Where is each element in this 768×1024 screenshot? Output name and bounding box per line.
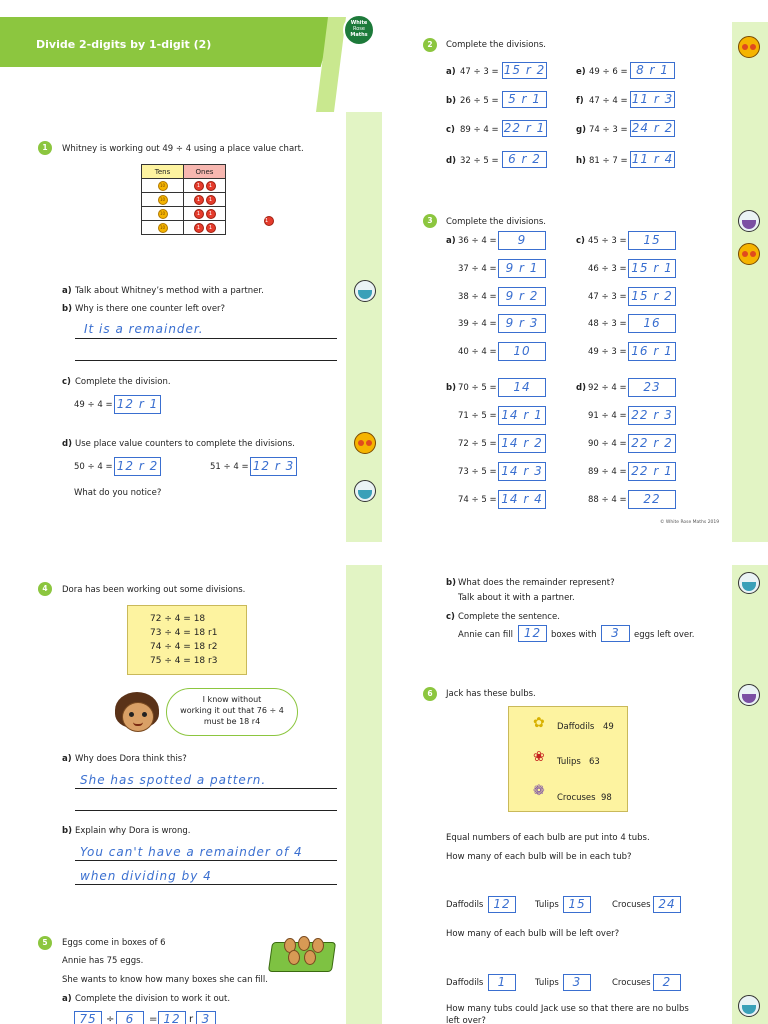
q1-part-a: Talk about Whitney’s method with a partner.	[75, 286, 264, 296]
q5-c-sentence-3: eggs left over.	[634, 630, 695, 640]
bulb-count-crocuses: 98	[601, 793, 612, 803]
q3-b-answer[interactable]: 14 r 3	[498, 462, 546, 481]
q6-intro: Jack has these bulbs.	[446, 689, 536, 699]
q6-each-answer-daffodils[interactable]: 12	[488, 896, 516, 913]
teal-cup-icon	[738, 995, 760, 1017]
logo-word-1: White	[350, 20, 368, 26]
writing-line	[75, 788, 337, 789]
q2-answer-h[interactable]: 11 r 4	[631, 152, 674, 166]
bulb-count-daffodils: 49	[603, 722, 614, 732]
q4-label-b: b)	[62, 826, 72, 836]
q6-question-b: How many of each bulb will be in each tub?	[446, 852, 632, 862]
q3-a-expr: 37 ÷ 4 =	[458, 264, 497, 274]
q2-expr-h: 81 ÷ 7 =	[589, 156, 628, 166]
q3-d-expr: 90 ÷ 4 =	[588, 439, 627, 449]
q3-c-expr: 46 ÷ 3 =	[588, 264, 627, 274]
q3-c-answer[interactable]: 16 r 1	[628, 342, 676, 361]
ones-counter: 1	[206, 223, 216, 233]
q3-a-expr: 38 ÷ 4 =	[458, 292, 497, 302]
q3-label-c: c)	[576, 236, 585, 246]
bulb-name-crocuses: Crocuses	[557, 793, 596, 803]
q5-line-1: Eggs come in boxes of 6	[62, 938, 166, 948]
logo-word-3: Maths	[350, 32, 368, 38]
q5-part-c: Complete the sentence.	[458, 612, 560, 622]
teal-cup-icon	[354, 480, 376, 502]
page-title: Divide 2-digits by 1-digit (2)	[36, 38, 212, 51]
q2-label-c: c)	[446, 125, 455, 135]
ones-counter: 1	[194, 209, 204, 219]
q1-label-b: b)	[62, 304, 72, 314]
bulb-count-tulips: 63	[589, 757, 600, 767]
q6-each-label-daffodils: Daffodils	[446, 900, 484, 910]
q3-c-answer[interactable]: 15 r 1	[628, 259, 676, 278]
q1-part-c: Complete the division.	[75, 377, 171, 387]
chart-header-ones: Ones	[184, 165, 226, 179]
q5-c-eggs-answer[interactable]: 3	[601, 625, 630, 642]
tens-counter: 10	[158, 195, 168, 205]
q3-a-expr: 39 ÷ 4 =	[458, 319, 497, 329]
q1-label-c: c)	[62, 377, 71, 387]
q2-label-b: b)	[446, 96, 456, 106]
q2-answer-f[interactable]: 11 r 3	[631, 92, 674, 106]
q2-label-f: f)	[576, 96, 584, 106]
card-line: 73 ÷ 4 = 18 r1	[150, 628, 218, 638]
bulb-name-daffodils: Daffodils	[557, 722, 595, 732]
q5-a-equals-sign: =	[149, 1014, 158, 1024]
writing-line	[75, 360, 337, 361]
q3-c-answer[interactable]: 16	[628, 314, 676, 333]
tulip-icon: ❀	[533, 749, 545, 765]
q3-c-answer[interactable]: 15	[628, 231, 676, 250]
q5-a-quotient-box[interactable]: 12	[158, 1011, 186, 1024]
q4-b-answer-line-2[interactable]: when dividing by 4	[80, 869, 212, 883]
purple-cup-icon	[738, 210, 760, 232]
card-line: 75 ÷ 4 = 18 r3	[150, 656, 218, 666]
q5-c-boxes-answer[interactable]: 12	[518, 625, 547, 642]
dora-avatar	[112, 692, 162, 736]
q5-c-sentence-2: boxes with	[551, 630, 597, 640]
q3-b-expr: 72 ÷ 5 =	[458, 439, 497, 449]
q2-expr-c: 89 ÷ 4 =	[460, 125, 499, 135]
q1-label-a: a)	[62, 286, 72, 296]
q3-a-answer[interactable]: 9	[498, 231, 546, 250]
q3-b-answer[interactable]: 14 r 1	[498, 406, 546, 425]
q3-c-answer[interactable]: 15 r 2	[628, 287, 676, 306]
q5-a-remainder-sign: r	[189, 1014, 194, 1024]
q4-part-a: Why does Dora think this?	[75, 754, 187, 764]
q3-c-expr: 49 ÷ 3 =	[588, 347, 627, 357]
q1-label-d: d)	[62, 439, 72, 449]
q4-part-b: Explain why Dora is wrong.	[75, 826, 191, 836]
question-number-3: 3	[423, 214, 437, 228]
q2-expr-a: 47 ÷ 3 =	[460, 67, 499, 77]
q3-a-answer[interactable]: 9 r 3	[498, 314, 546, 333]
q2-expr-f: 47 ÷ 4 =	[589, 96, 628, 106]
question-number-1: 1	[38, 141, 52, 155]
tens-counter: 10	[158, 223, 168, 233]
q3-a-answer[interactable]: 10	[498, 342, 546, 361]
speech-bubble	[166, 688, 298, 736]
q2-answer-b[interactable]: 5 r 1	[502, 91, 547, 108]
q3-d-expr: 91 ÷ 4 =	[588, 411, 627, 421]
q4-intro: Dora has been working out some divisions.	[62, 585, 246, 595]
writing-line	[75, 338, 337, 339]
q2-label-g: g)	[576, 125, 586, 135]
q2-expr-e: 49 ÷ 6 =	[589, 67, 628, 77]
ones-counter: 1	[206, 209, 216, 219]
q3-a-answer[interactable]: 9 r 2	[498, 287, 546, 306]
q3-b-expr: 74 ÷ 5 =	[458, 495, 497, 505]
q3-label-a: a)	[446, 236, 456, 246]
margin-stripe-top-right	[732, 22, 768, 542]
q5-a-dividend-box[interactable]: 75	[74, 1011, 102, 1024]
q6-question-a: Equal numbers of each bulb are put into 4 tubs.	[446, 833, 650, 843]
bulbs-card	[508, 706, 628, 812]
q3-intro: Complete the divisions.	[446, 217, 546, 227]
q3-d-expr: 92 ÷ 4 =	[588, 383, 627, 393]
q5-line-3: She wants to know how many boxes she can fill.	[62, 975, 268, 985]
q6-left-label-crocuses: Crocuses	[612, 978, 651, 988]
ones-counter: 1	[194, 181, 204, 191]
bulb-name-tulips: Tulips	[557, 757, 581, 767]
q3-label-d: d)	[576, 383, 586, 393]
logo-word-2: Rose	[353, 26, 365, 32]
q1-c-expression: 49 ÷ 4 =	[74, 400, 113, 410]
q2-answer-d[interactable]: 6 r 2	[502, 151, 547, 168]
margin-stripe-top-left	[346, 112, 382, 542]
q4-a-answer[interactable]: She has spotted a pattern.	[80, 773, 267, 787]
speech-line: working it out that 76 ÷ 4	[180, 706, 284, 715]
q2-label-h: h)	[576, 156, 586, 166]
q3-a-answer[interactable]: 9 r 1	[498, 259, 546, 278]
writing-line	[75, 860, 337, 861]
q3-d-answer[interactable]: 22	[628, 490, 676, 509]
q6-left-answer-crocuses[interactable]: 2	[653, 974, 681, 991]
q2-answer-e[interactable]: 8 r 1	[630, 62, 675, 79]
q1-intro: Whitney is working out 49 ÷ 4 using a place value chart.	[62, 144, 304, 154]
q1-part-d: Use place value counters to complete the divisions.	[75, 439, 295, 449]
crocus-icon: ❁	[533, 783, 545, 799]
q2-label-a: a)	[446, 67, 456, 77]
q5-a-divide-sign: ÷	[106, 1014, 115, 1024]
question-number-6: 6	[423, 687, 437, 701]
egg-box-illustration	[270, 928, 336, 976]
ones-counter: 1	[206, 195, 216, 205]
q2-label-e: e)	[576, 67, 586, 77]
card-line: 72 ÷ 4 = 18	[150, 614, 206, 624]
q3-d-answer[interactable]: 22 r 2	[628, 434, 676, 453]
q5-line-2: Annie has 75 eggs.	[62, 956, 144, 966]
ones-counter: 1	[194, 195, 204, 205]
writing-line	[75, 810, 337, 811]
chart-header-tens: Tens	[142, 165, 184, 179]
q5-part-a: Complete the division to work it out.	[75, 994, 231, 1004]
q3-label-b: b)	[446, 383, 456, 393]
q3-d-answer[interactable]: 22 r 1	[628, 462, 676, 481]
teal-cup-icon	[738, 572, 760, 594]
q3-d-answer[interactable]: 22 r 3	[628, 406, 676, 425]
margin-stripe-bottom-right	[732, 565, 768, 1024]
leftover-ones-counter: 1	[264, 216, 274, 226]
question-number-2: 2	[423, 38, 437, 52]
q2-answer-c[interactable]: 22 r 1	[503, 121, 546, 135]
q3-c-expr: 48 ÷ 3 =	[588, 319, 627, 329]
orange-face-icon	[354, 432, 376, 454]
daffodil-icon: ✿	[533, 715, 545, 731]
orange-face-icon	[738, 36, 760, 58]
q5-c-sentence-1: Annie can fill	[458, 630, 513, 640]
q1-notice-prompt: What do you notice?	[74, 488, 162, 498]
q3-a-expr: 40 ÷ 4 =	[458, 347, 497, 357]
q5-a-divisor-box[interactable]: 6	[116, 1011, 144, 1024]
q6-each-answer-tulips[interactable]: 15	[563, 896, 591, 913]
q1-part-b: Why is there one counter left over?	[75, 304, 226, 314]
q3-b-expr: 71 ÷ 5 =	[458, 411, 497, 421]
q6-left-label-tulips: Tulips	[535, 978, 559, 988]
q3-b-expr: 73 ÷ 5 =	[458, 467, 497, 477]
q5-part-b: What does the remainder represent?	[458, 578, 615, 588]
orange-face-icon	[738, 243, 760, 265]
q3-a-expr: 36 ÷ 4 =	[458, 236, 497, 246]
q3-d-expr: 89 ÷ 4 =	[588, 467, 627, 477]
q5-a-remainder-box[interactable]: 3	[196, 1011, 216, 1024]
teal-cup-icon	[354, 280, 376, 302]
q6-question-c: How many of each bulb will be left over?	[446, 929, 620, 939]
q1-d1-answer-box[interactable]: 12 r 2	[114, 457, 161, 476]
q5-label-a: a)	[62, 994, 72, 1004]
q4-label-a: a)	[62, 754, 72, 764]
q3-c-expr: 45 ÷ 3 =	[588, 236, 627, 246]
q2-expr-g: 74 ÷ 3 =	[589, 125, 628, 135]
q3-d-answer[interactable]: 23	[628, 378, 676, 397]
q3-b-expr: 70 ÷ 5 =	[458, 383, 497, 393]
q5-label-c: c)	[446, 612, 455, 622]
q1-c-answer-box[interactable]: 12 r 1	[114, 395, 161, 414]
q1-d1-expression: 50 ÷ 4 =	[74, 462, 113, 472]
q1-d2-expression: 51 ÷ 4 =	[210, 462, 249, 472]
q6-each-label-tulips: Tulips	[535, 900, 559, 910]
purple-cup-icon	[738, 684, 760, 706]
q2-intro: Complete the divisions.	[446, 40, 546, 50]
q6-each-label-crocuses: Crocuses	[612, 900, 651, 910]
q2-answer-a[interactable]: 15 r 2	[503, 63, 546, 77]
speech-line: must be 18 r4	[203, 717, 261, 726]
ones-counter: 1	[194, 223, 204, 233]
ones-counter: 1	[206, 181, 216, 191]
q6-left-answer-daffodils[interactable]: 1	[488, 974, 516, 991]
q6-question-d-2: left over?	[446, 1016, 486, 1024]
q4-b-answer-line-1[interactable]: You can't have a remainder of 4	[80, 845, 303, 859]
q6-question-d: How many tubs could Jack use so that there are no bulbs	[446, 1004, 689, 1014]
q2-label-d: d)	[446, 156, 456, 166]
question-number-4: 4	[38, 582, 52, 596]
speech-line: I know without	[202, 695, 262, 704]
division-card	[127, 605, 247, 675]
q2-expr-b: 26 ÷ 5 =	[460, 96, 499, 106]
q6-left-answer-tulips[interactable]: 3	[563, 974, 591, 991]
margin-stripe-bottom-left	[346, 565, 382, 1024]
q5-part-b-2: Talk about it with a partner.	[458, 593, 575, 603]
tens-counter: 10	[158, 181, 168, 191]
q1-d2-answer-box[interactable]: 12 r 3	[250, 457, 297, 476]
question-number-5: 5	[38, 936, 52, 950]
q3-b-answer[interactable]: 14 r 2	[498, 434, 546, 453]
q3-b-answer[interactable]: 14	[498, 378, 546, 397]
writing-line	[75, 884, 337, 885]
q6-each-answer-crocuses[interactable]: 24	[653, 896, 681, 913]
q6-left-label-daffodils: Daffodils	[446, 978, 484, 988]
q2-answer-g[interactable]: 24 r 2	[631, 121, 674, 135]
q3-c-expr: 47 ÷ 3 =	[588, 292, 627, 302]
card-line: 74 ÷ 4 = 18 r2	[150, 642, 218, 652]
q3-d-expr: 88 ÷ 4 =	[588, 495, 627, 505]
q1-b-answer[interactable]: It is a remainder.	[84, 322, 204, 336]
q2-expr-d: 32 ÷ 5 =	[460, 156, 499, 166]
place-value-chart	[141, 164, 226, 235]
q5-label-b: b)	[446, 578, 456, 588]
q3-b-answer[interactable]: 14 r 4	[498, 490, 546, 509]
white-rose-maths-logo	[343, 14, 375, 46]
copyright: © White Rose Maths 2019	[660, 520, 720, 525]
tens-counter: 10	[158, 209, 168, 219]
